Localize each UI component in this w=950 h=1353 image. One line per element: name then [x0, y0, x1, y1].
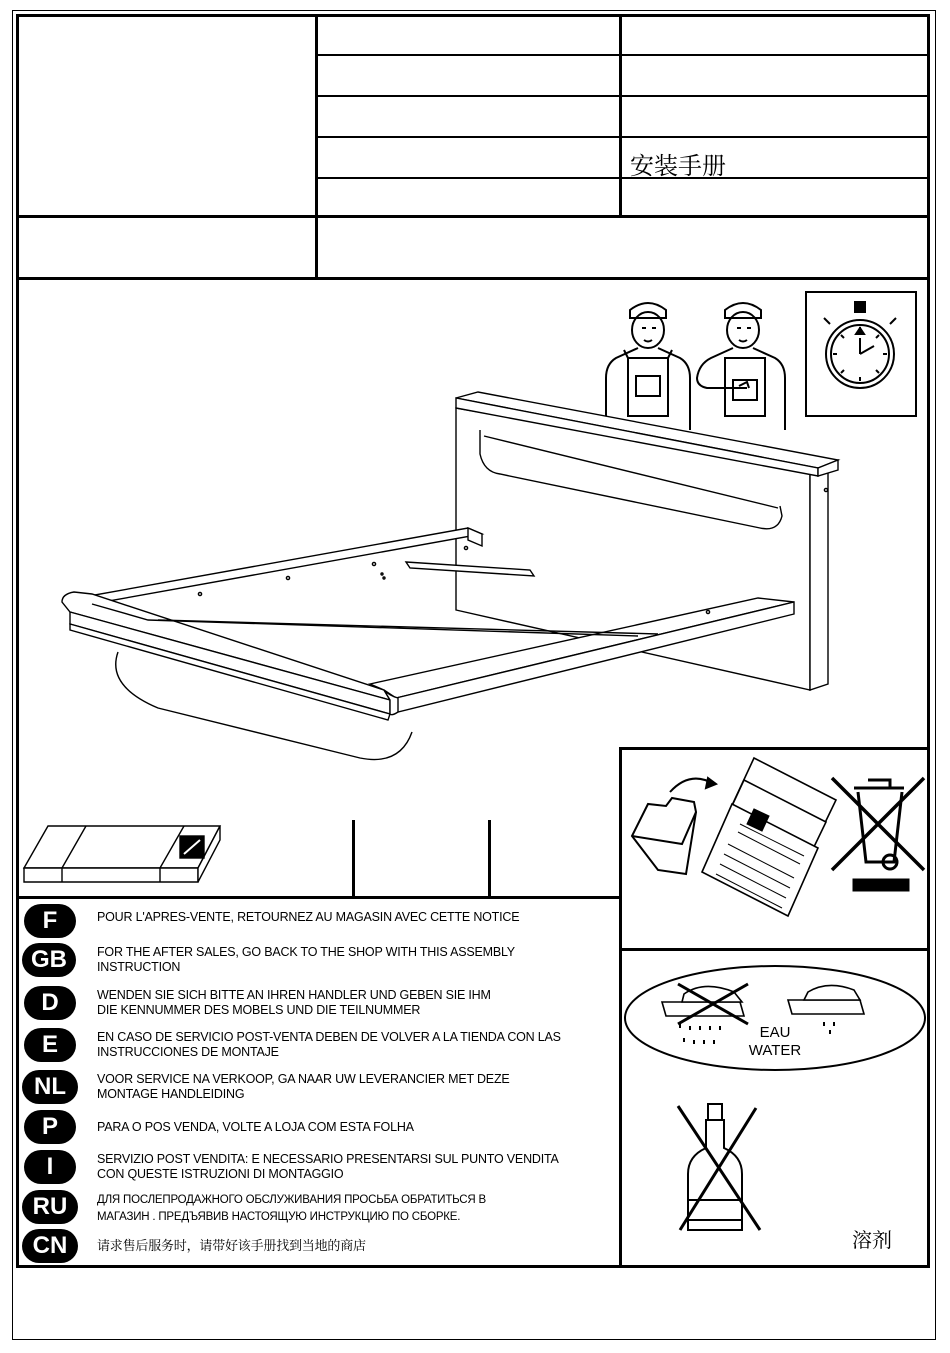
language-text: WENDEN SIE SICH BITTE AN IHREN HANDLER UND GEBEN SIE IHM DIE KENNUMMER DES MOBELS UND DIE TEILNUMMER	[97, 988, 491, 1017]
header-bottom-line	[16, 215, 930, 218]
language-text: SERVIZIO POST VENDITA: E NECESSARIO PRESENTARSI SUL PUNTO VENDITA CON QUESTE ISTRUZIONI DI MONTAGGIO	[97, 1152, 559, 1181]
folder-icon	[632, 778, 716, 874]
language-badge: RU	[22, 1190, 78, 1224]
no-trash-bin-icon	[832, 778, 924, 890]
header-row-line	[316, 54, 930, 56]
language-badge: NL	[22, 1070, 78, 1104]
manual-title-cn: 安装手册	[630, 152, 726, 180]
language-text: EN CASO DE SERVICIO POST-VENTA DEBEN DE VOLVER A LA TIENDA CON LAS INSTRUCCIONES DE MONTAJE	[97, 1030, 561, 1059]
language-badge: GB	[22, 943, 76, 977]
package-icon	[24, 826, 220, 882]
header-row-line	[316, 95, 930, 97]
recycle-illustration	[622, 752, 928, 946]
language-text: ДЛЯ ПОСЛЕПРОДАЖНОГО ОБСЛУЖИВАНИЯ ПРОСЬБА ОБРАТИТЬСЯ В МАГАЗИН . ПРЕДЪЯВИВ НАСТОЯЩУЮ ИНСТРУКЦИЮ ПО СБОРКЕ.	[97, 1194, 486, 1223]
language-badge: E	[24, 1028, 76, 1062]
worker-icon	[697, 303, 785, 430]
header-row-line	[316, 136, 930, 138]
no-solvent-illustration	[660, 1100, 780, 1240]
header-row-line	[316, 177, 930, 179]
separator-bar	[488, 820, 491, 896]
water-label-en: WATER	[748, 1042, 802, 1059]
language-text: 请求售后服务时，请带好该手册找到当地的商店	[97, 1239, 366, 1254]
language-badge: I	[24, 1150, 76, 1184]
worker-icon	[606, 303, 690, 430]
separator-bar	[352, 820, 355, 896]
right-panel-mid	[619, 948, 930, 951]
language-text: POUR L'APRES-VENTE, RETOURNEZ AU MAGASIN AVEC CETTE NOTICE	[97, 910, 520, 924]
bed-drawing	[62, 392, 838, 760]
bottle-icon	[688, 1104, 742, 1230]
language-text: PARA O POS VENDA, VOLTE A LOJA COM ESTA FOLHA	[97, 1120, 414, 1134]
documents-icon	[702, 758, 836, 916]
language-badge: F	[24, 904, 76, 938]
water-label-fr: EAU	[759, 1024, 791, 1041]
language-section-top	[16, 896, 622, 899]
language-badge: D	[24, 986, 76, 1020]
language-badge: P	[24, 1110, 76, 1144]
solvent-label-cn: 溶剂	[852, 1228, 892, 1252]
water-label	[735, 1024, 815, 1060]
language-text: VOOR SERVICE NA VERKOOP, GA NAAR UW LEVERANCIER MET DEZE MONTAGE HANDLEIDING	[97, 1072, 510, 1101]
header-divider-2	[619, 14, 622, 218]
right-panel-top	[619, 747, 930, 750]
language-badge: CN	[22, 1229, 78, 1263]
stopwatch-icon	[824, 302, 896, 388]
language-text: FOR THE AFTER SALES, GO BACK TO THE SHOP WITH THIS ASSEMBLY INSTRUCTION	[97, 945, 515, 974]
cleaning-illustration	[622, 952, 928, 1082]
